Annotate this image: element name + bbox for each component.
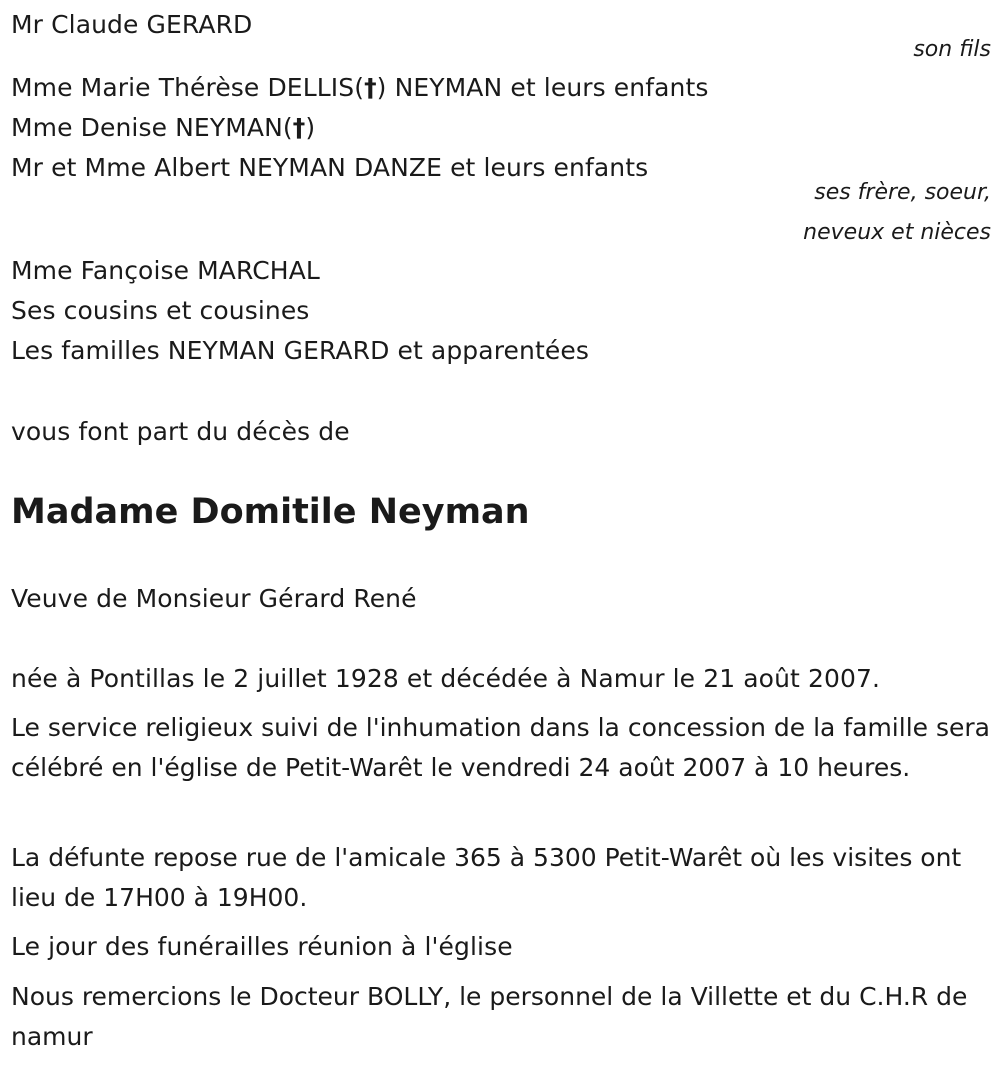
family-marie: Mme Marie Thérèse DELLIS(†) NEYMAN et leurs enfants — [11, 73, 709, 102]
cross-icon: † — [292, 113, 306, 142]
family-familles: Les familles NEYMAN GERARD et apparentées — [11, 336, 589, 365]
son-label: son fils — [913, 37, 991, 62]
family-denise: Mme Denise NEYMAN(†) — [11, 113, 316, 142]
siblings-label-line-1: ses frère, soeur, — [814, 180, 991, 205]
family-claude: Mr Claude GERARD — [11, 10, 253, 39]
deceased-name: Madame Domitile Neyman — [11, 492, 530, 532]
birth-death-info: née à Pontillas le 2 juillet 1928 et décédée à Namur le 21 août 2007. — [11, 664, 881, 693]
widow-of: Veuve de Monsieur Gérard René — [11, 584, 417, 613]
family-cousins: Ses cousins et cousines — [11, 296, 310, 325]
family-albert: Mr et Mme Albert NEYMAN DANZE et leurs enfants — [11, 153, 649, 182]
marie-name: Mme Marie Thérèse DELLIS — [11, 73, 355, 102]
cross-icon: † — [364, 73, 377, 102]
family-francoise: Mme Fançoise MARCHAL — [11, 256, 320, 285]
denise-name: Mme Denise NEYMAN — [11, 113, 283, 142]
funeral-day-info: Le jour des funérailles réunion à l'église — [11, 932, 513, 961]
thanks-info: Nous remercions le Docteur BOLLY, le personnel de la Villette et du C.H.R de namur — [11, 982, 968, 1051]
service-info: Le service religieux suivi de l'inhumation dans la concession de la famille sera célébré en l'église de Petit-Warêt le vendredi 24 août 2007 à 10 heures. — [11, 713, 990, 782]
marie-rest: ) NEYMAN et leurs enfants — [376, 73, 709, 102]
announcement-intro: vous font part du décès de — [11, 417, 350, 446]
siblings-label-line-2: neveux et nièces — [803, 220, 991, 245]
repose-info: La défunte repose rue de l'amicale 365 à 5300 Petit-Warêt où les visites ont lieu de 17H00 à 19H00. — [11, 843, 962, 912]
